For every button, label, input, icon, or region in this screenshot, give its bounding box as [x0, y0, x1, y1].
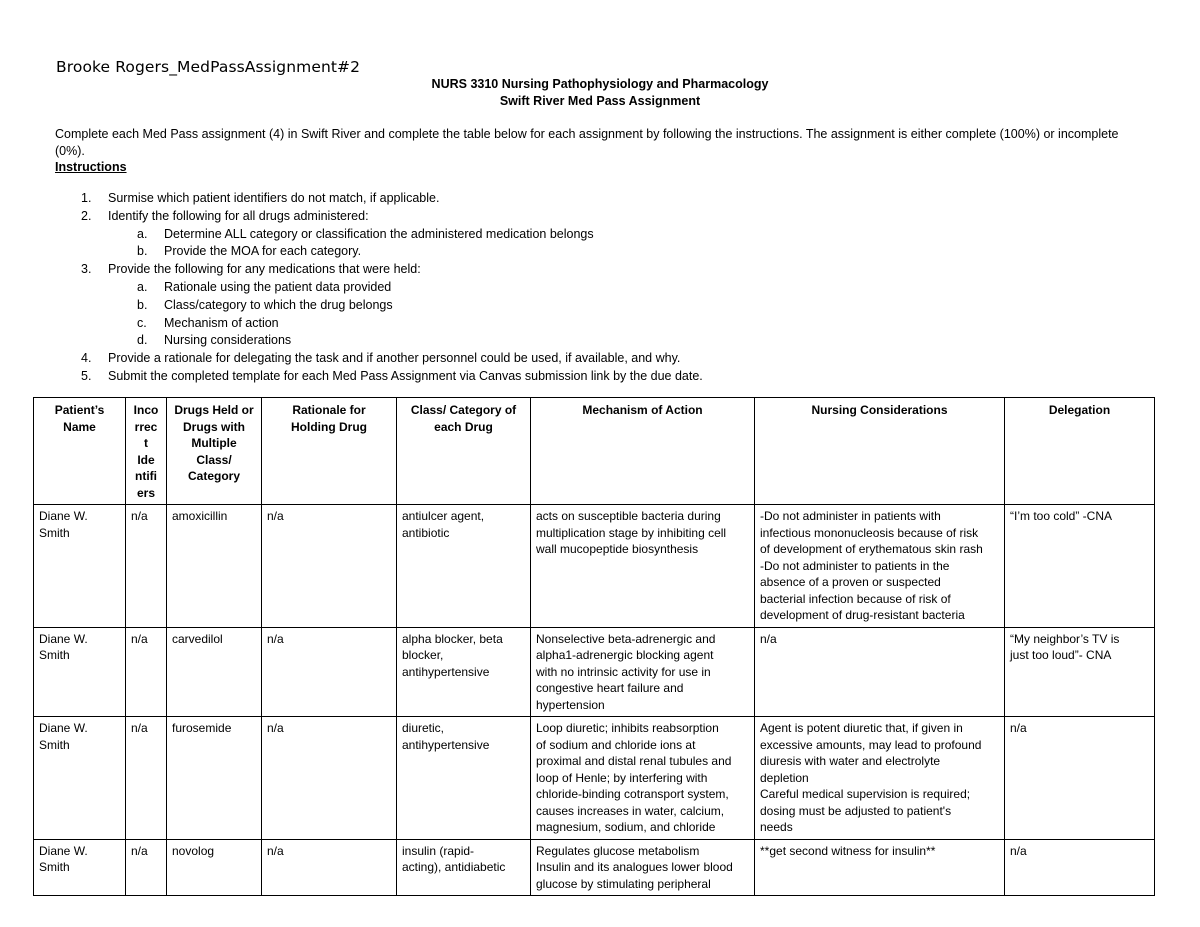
rationale-cell — [262, 717, 397, 840]
substep-text: Mechanism of action — [164, 315, 279, 330]
drug-cell — [167, 717, 262, 840]
cell-text: depletion — [760, 770, 809, 785]
cell-text: Insulin and its analogues lower blood — [536, 860, 733, 874]
cell-text: n/a — [131, 721, 148, 735]
cell-text: n/a — [1010, 843, 1027, 858]
header-text: each Drug — [434, 419, 493, 434]
incorrect-identifiers-cell — [126, 627, 167, 717]
cell-text: glucose by stimulating peripheral — [536, 876, 711, 891]
header-text: t — [144, 436, 148, 450]
cell-text: blocker, — [402, 648, 444, 662]
cell-text: n/a — [267, 843, 284, 858]
cell-text: Loop diuretic; inhibits reabsorption — [536, 721, 719, 735]
substep-text: Class/category to which the drug belongs — [164, 297, 393, 312]
cell-text: of sodium and chloride ions at — [536, 737, 696, 752]
cell-text: furosemide — [172, 721, 232, 735]
substep-text: Determine ALL category or classification the administered medication belongs — [164, 226, 594, 241]
patient-name-cell — [34, 627, 126, 717]
header-text: rrec — [134, 419, 158, 434]
header-text: Class/ — [196, 452, 232, 467]
cell-text: Smith — [39, 648, 70, 662]
cell-text: infectious mononucleosis because of risk — [760, 525, 979, 540]
cell-text: hypertension — [536, 697, 605, 712]
step-number: 2. — [81, 208, 92, 223]
instruction-list — [55, 190, 1155, 386]
instruction-step — [55, 190, 1155, 208]
column-header — [755, 398, 1005, 505]
header-text: Multiple — [191, 436, 237, 450]
med-pass-table — [33, 397, 1155, 896]
table-row — [34, 505, 1155, 628]
header-text: Inco — [133, 403, 159, 417]
substep-letter: a. — [137, 279, 148, 294]
cell-text: development of drug-resistant bacteria — [760, 608, 965, 622]
cell-text: causes increases in water, calcium, — [536, 803, 725, 818]
step-number: 4. — [81, 351, 92, 366]
rationale-cell — [262, 505, 397, 628]
cell-text: Smith — [39, 860, 70, 874]
instruction-substep — [55, 226, 1155, 244]
drug-cell — [167, 839, 262, 896]
instructions-heading: Instructions — [55, 160, 127, 174]
class-category-cell — [397, 505, 531, 628]
step-text: Surmise which patient identifiers do not match, if applicable. — [108, 191, 440, 205]
cell-text: excessive amounts, may lead to profound — [760, 737, 982, 752]
header-text: ers — [136, 485, 156, 500]
column-header — [1005, 398, 1155, 505]
column-header — [34, 398, 126, 505]
step-number: 1. — [81, 191, 92, 205]
substep-letter: d. — [137, 333, 148, 348]
header-text: Mechanism of Action — [582, 403, 703, 417]
delegation-cell — [1005, 627, 1155, 717]
cell-text: Diane W. — [39, 509, 88, 523]
class-category-cell — [397, 839, 531, 896]
cell-text: novolog — [172, 843, 215, 858]
cell-text: Smith — [39, 737, 70, 752]
drug-cell — [167, 505, 262, 628]
header-text: Name — [63, 419, 96, 434]
column-header — [262, 398, 397, 505]
cell-text: diuretic, — [402, 721, 445, 735]
instruction-substep — [55, 297, 1155, 315]
cell-text: proximal and distal renal tubules and — [536, 754, 732, 768]
column-header — [167, 398, 262, 505]
rationale-cell — [262, 627, 397, 717]
cell-text: antibiotic — [402, 525, 450, 540]
cell-text: of development of erythematous skin rash — [760, 542, 983, 556]
cell-text: absence of a proven or suspected — [760, 575, 941, 589]
substep-letter: a. — [137, 226, 148, 241]
header-text: Drugs Held or — [174, 403, 254, 417]
substep-letter: c. — [137, 315, 147, 330]
cell-text: n/a — [267, 721, 284, 735]
header-text: Delegation — [1048, 403, 1111, 417]
header-text: Nursing Considerations — [811, 403, 948, 417]
step-number: 3. — [81, 262, 92, 277]
header-text: Ide — [137, 452, 155, 467]
cell-text: n/a — [131, 631, 148, 646]
instruction-step — [55, 350, 1155, 368]
cell-text: insulin (rapid- — [402, 843, 475, 858]
substep-letter: b. — [137, 244, 148, 259]
mechanism-cell — [531, 717, 755, 840]
cell-text: n/a — [760, 631, 777, 646]
cell-text: alpha1-adrenergic blocking agent — [536, 648, 714, 662]
delegation-cell — [1005, 839, 1155, 896]
rationale-cell — [262, 839, 397, 896]
header-text: Class/ Category of — [410, 403, 517, 417]
mechanism-cell — [531, 627, 755, 717]
class-category-cell — [397, 627, 531, 717]
mechanism-cell — [531, 505, 755, 628]
cell-text: -Do not administer in patients with — [760, 509, 941, 523]
header-text: Holding Drug — [291, 419, 367, 434]
cell-text: carvedilol — [172, 631, 223, 646]
column-header — [397, 398, 531, 505]
step-text: Provide the following for any medications that were held: — [108, 262, 421, 277]
substep-text: Nursing considerations — [164, 333, 292, 348]
patient-name-cell — [34, 505, 126, 628]
cell-text: Diane W. — [39, 843, 88, 858]
cell-text: -Do not administer to patients in the — [760, 558, 950, 573]
substep-text: Rationale using the patient data provided — [164, 279, 392, 294]
nursing-considerations-cell — [755, 627, 1005, 717]
column-header — [126, 398, 167, 505]
table-header-row — [34, 398, 1155, 505]
mechanism-cell — [531, 839, 755, 896]
cell-text: Diane W. — [39, 631, 88, 646]
cell-text: just too loud”- CNA — [1010, 648, 1112, 662]
header-text: Rationale for — [292, 403, 366, 417]
instruction-substep — [55, 279, 1155, 297]
class-category-cell — [397, 717, 531, 840]
header-text: Drugs with — [183, 419, 245, 434]
cell-text: acts on susceptible bacteria during — [536, 509, 721, 523]
table-row — [34, 717, 1155, 840]
instruction-substep — [55, 332, 1155, 350]
course-title: NURS 3310 Nursing Pathophysiology and Pharmacology — [431, 77, 769, 91]
incorrect-identifiers-cell — [126, 505, 167, 628]
cell-text: “My neighbor’s TV is — [1010, 631, 1120, 646]
incorrect-identifiers-cell — [126, 717, 167, 840]
cell-text: antihypertensive — [402, 737, 490, 752]
step-number: 5. — [81, 368, 92, 383]
instruction-step — [55, 208, 1155, 226]
patient-name-cell — [34, 717, 126, 840]
cell-text: with no intrinsic activity for use in — [536, 664, 711, 679]
header-text: Patient’s — [54, 403, 105, 417]
cell-text: n/a — [267, 509, 284, 523]
step-text: Identify the following for all drugs administered: — [108, 208, 369, 223]
cell-text: multiplication stage by inhibiting cell — [536, 525, 727, 540]
nursing-considerations-cell — [755, 717, 1005, 840]
step-text: Provide a rationale for delegating the task and if another personnel could be used, if available, and why. — [108, 351, 681, 366]
cell-text: needs — [760, 820, 793, 834]
assignment-title: Swift River Med Pass Assignment — [499, 94, 701, 108]
cell-text: Agent is potent diuretic that, if given in — [760, 721, 963, 735]
step-text: Submit the completed template for each Med Pass Assignment via Canvas submission link by the due date. — [108, 368, 703, 383]
delegation-cell — [1005, 717, 1155, 840]
nursing-considerations-cell — [755, 839, 1005, 896]
cell-text: Nonselective beta-adrenergic and — [536, 631, 716, 646]
document-title: Brooke Rogers_MedPassAssignment#2 — [56, 58, 361, 76]
cell-text: n/a — [1010, 721, 1027, 735]
cell-text: diuresis with water and electrolyte — [760, 754, 941, 768]
cell-text: n/a — [267, 631, 284, 646]
intro-paragraph: Complete each Med Pass assignment (4) in Swift River and complete the table below for each assignment by following the instructions. The assignment is either complete (100%) or incomplete (0%). — [55, 127, 1119, 158]
cell-text: “I’m too cold” -CNA — [1010, 509, 1113, 523]
instruction-substep — [55, 315, 1155, 333]
nursing-considerations-cell — [755, 505, 1005, 628]
cell-text: Careful medical supervision is required; — [760, 787, 971, 801]
patient-name-cell — [34, 839, 126, 896]
cell-text: Diane W. — [39, 721, 88, 735]
column-header — [531, 398, 755, 505]
cell-text: chloride-binding cotransport system, — [536, 787, 729, 801]
header-text: ntifi — [135, 469, 157, 483]
cell-text: antiulcer agent, — [402, 509, 485, 523]
cell-text: amoxicillin — [172, 509, 228, 523]
cell-text: antihypertensive — [402, 664, 490, 679]
instruction-substep — [55, 243, 1155, 261]
header-text: Category — [187, 469, 240, 483]
cell-text: alpha blocker, beta — [402, 631, 503, 646]
cell-text: **get second witness for insulin** — [760, 843, 936, 858]
substep-letter: b. — [137, 297, 148, 312]
cell-text: loop of Henle; by interfering with — [536, 770, 708, 785]
cell-text: acting), antidiabetic — [402, 860, 506, 874]
instruction-step — [55, 261, 1155, 279]
instruction-step — [55, 368, 1155, 386]
incorrect-identifiers-cell — [126, 839, 167, 896]
cell-text: bacterial infection because of risk of — [760, 591, 951, 606]
substep-text: Provide the MOA for each category. — [164, 244, 362, 259]
cell-text: n/a — [131, 509, 148, 523]
cell-text: magnesium, sodium, and chloride — [536, 820, 716, 834]
cell-text: n/a — [131, 843, 148, 858]
table-row — [34, 839, 1155, 896]
cell-text: Regulates glucose metabolism — [536, 843, 700, 858]
drug-cell — [167, 627, 262, 717]
delegation-cell — [1005, 505, 1155, 628]
cell-text: wall mucopeptide biosynthesis — [536, 542, 699, 556]
table-row — [34, 627, 1155, 717]
cell-text: congestive heart failure and — [536, 681, 684, 695]
cell-text: dosing must be adjusted to patient's — [760, 803, 952, 818]
cell-text: Smith — [39, 525, 70, 540]
